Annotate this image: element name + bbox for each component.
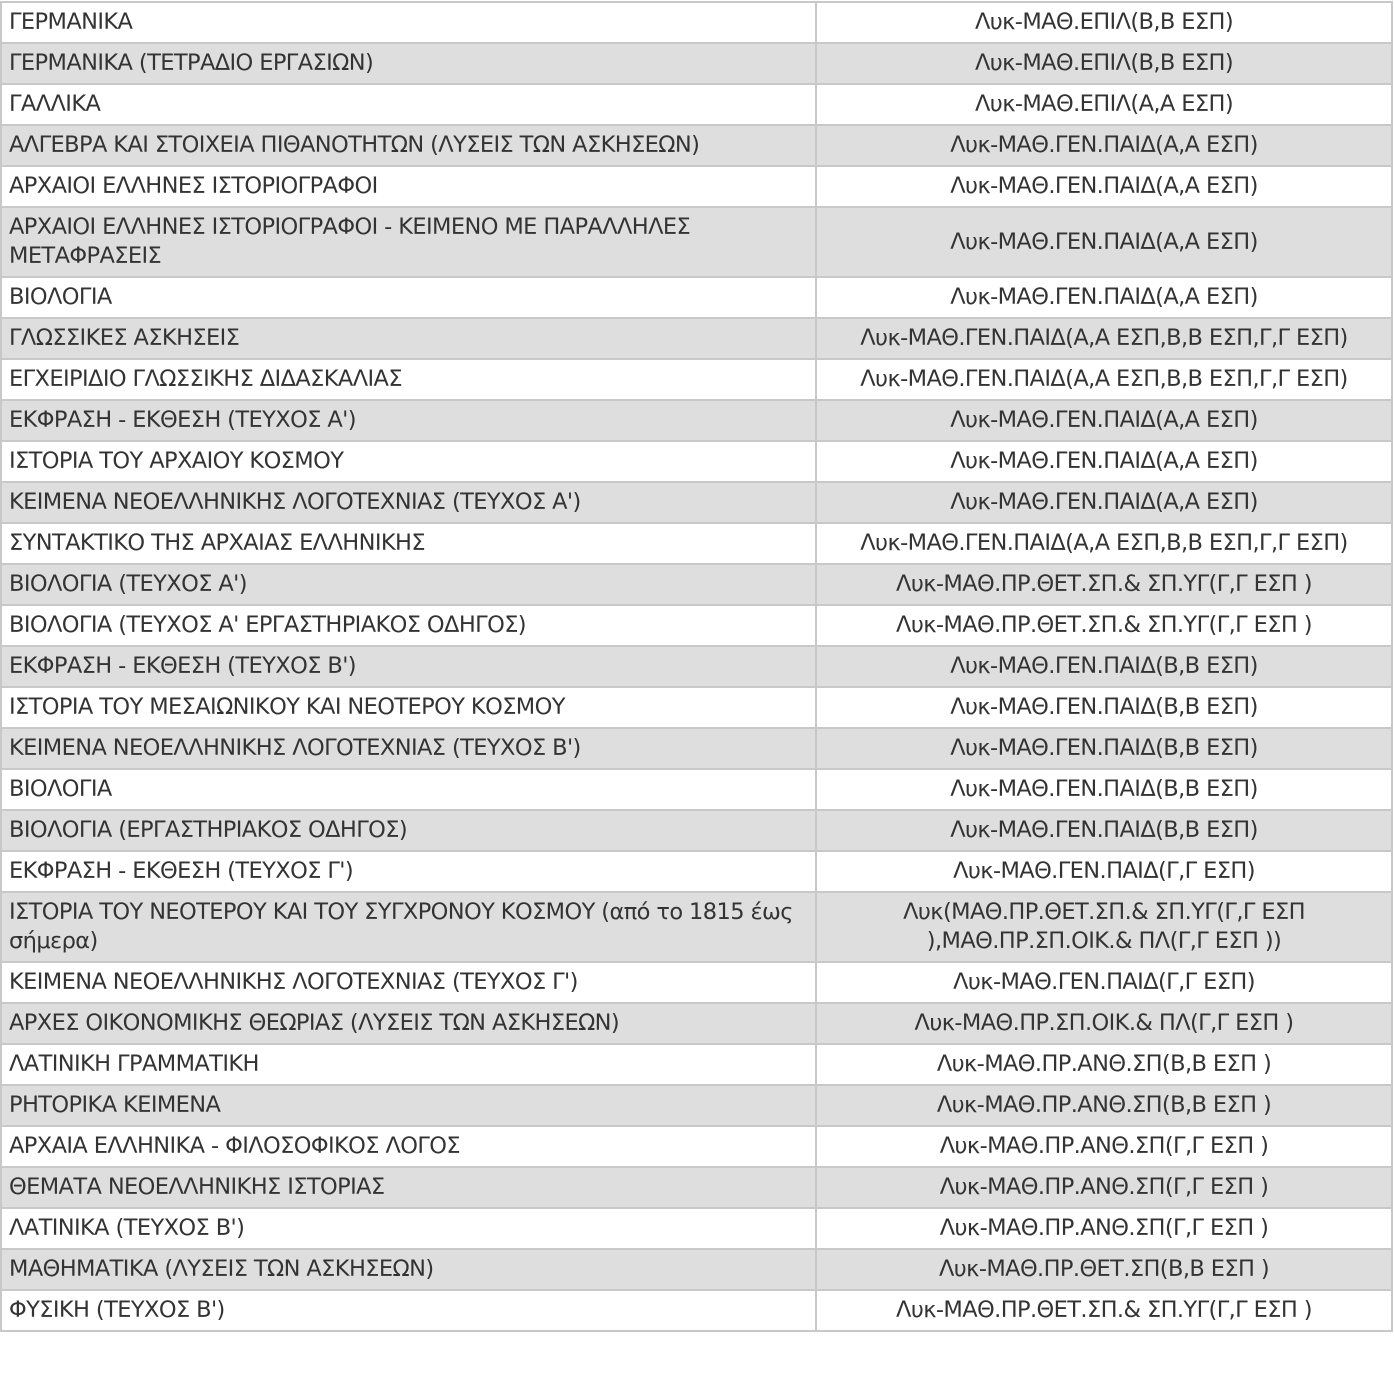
table-row <box>1 1126 1392 1167</box>
book-title-cell: ΛΑΤΙΝΙΚΗ ΓΡΑΜΜΑΤΙΚΗ <box>1 1044 816 1085</box>
book-title-cell: ΙΣΤΟΡΙΑ ΤΟΥ ΜΕΣΑΙΩΝΙΚΟΥ ΚΑΙ ΝΕΟΤΕΡΟΥ ΚΟΣΜΟΥ <box>1 687 816 728</box>
class-code-cell: Λυκ-ΜΑΘ.ΕΠΙΛ(Β,Β ΕΣΠ) <box>816 2 1392 43</box>
class-code-cell: Λυκ-ΜΑΘ.ΕΠΙΛ(Α,Α ΕΣΠ) <box>816 84 1392 125</box>
table-row <box>1 482 1392 523</box>
books-table-body <box>1 2 1392 1331</box>
book-title-cell: ΦΥΣΙΚΗ (ΤΕΥΧΟΣ Β') <box>1 1290 816 1331</box>
book-title-cell: ΙΣΤΟΡΙΑ ΤΟΥ ΑΡΧΑΙΟΥ ΚΟΣΜΟΥ <box>1 441 816 482</box>
table-row <box>1 400 1392 441</box>
class-code-cell: Λυκ-ΜΑΘ.ΓΕΝ.ΠΑΙΔ(Α,Α ΕΣΠ) <box>816 125 1392 166</box>
book-title-cell: ΕΚΦΡΑΣΗ - ΕΚΘΕΣΗ (ΤΕΥΧΟΣ Β') <box>1 646 816 687</box>
table-row <box>1 43 1392 84</box>
class-code-cell: Λυκ-ΜΑΘ.ΓΕΝ.ΠΑΙΔ(Β,Β ΕΣΠ) <box>816 728 1392 769</box>
book-title-cell: ΘΕΜΑΤΑ ΝΕΟΕΛΛΗΝΙΚΗΣ ΙΣΤΟΡΙΑΣ <box>1 1167 816 1208</box>
table-row <box>1 962 1392 1003</box>
class-code-cell: Λυκ-ΜΑΘ.ΠΡ.ΑΝΘ.ΣΠ(Β,Β ΕΣΠ ) <box>816 1085 1392 1126</box>
book-title-cell: ΓΕΡΜΑΝΙΚΑ (ΤΕΤΡΑΔΙΟ ΕΡΓΑΣΙΩΝ) <box>1 43 816 84</box>
table-row <box>1 166 1392 207</box>
class-code-cell: Λυκ-ΜΑΘ.ΠΡ.ΘΕΤ.ΣΠ(Β,Β ΕΣΠ ) <box>816 1249 1392 1290</box>
class-code-cell: Λυκ-ΜΑΘ.ΠΡ.ΘΕΤ.ΣΠ.& ΣΠ.ΥΓ(Γ,Γ ΕΣΠ ) <box>816 564 1392 605</box>
books-table <box>0 1 1393 1332</box>
class-code-cell: Λυκ-ΜΑΘ.ΓΕΝ.ΠΑΙΔ(Α,Α ΕΣΠ,Β,Β ΕΣΠ,Γ,Γ ΕΣΠ) <box>816 359 1392 400</box>
class-code-cell: Λυκ-ΜΑΘ.ΕΠΙΛ(Β,Β ΕΣΠ) <box>816 43 1392 84</box>
book-title-cell: ΑΡΧΑΙΟΙ ΕΛΛΗΝΕΣ ΙΣΤΟΡΙΟΓΡΑΦΟΙ - ΚΕΙΜΕΝΟ ΜΕ ΠΑΡΑΛΛΗΛΕΣ ΜΕΤΑΦΡΑΣΕΙΣ <box>1 207 816 277</box>
class-code-cell: Λυκ-ΜΑΘ.ΓΕΝ.ΠΑΙΔ(Α,Α ΕΣΠ) <box>816 441 1392 482</box>
book-title-cell: ΜΑΘΗΜΑΤΙΚΑ (ΛΥΣΕΙΣ ΤΩΝ ΑΣΚΗΣΕΩΝ) <box>1 1249 816 1290</box>
table-row <box>1 728 1392 769</box>
class-code-cell: Λυκ(ΜΑΘ.ΠΡ.ΘΕΤ.ΣΠ.& ΣΠ.ΥΓ(Γ,Γ ΕΣΠ ),ΜΑΘ.ΠΡ.ΣΠ.ΟΙΚ.& ΠΛ(Γ,Γ ΕΣΠ )) <box>816 892 1392 962</box>
table-row <box>1 769 1392 810</box>
table-row <box>1 1290 1392 1331</box>
table-row <box>1 892 1392 962</box>
book-title-cell: ΑΛΓΕΒΡΑ ΚΑΙ ΣΤΟΙΧΕΙΑ ΠΙΘΑΝΟΤΗΤΩΝ (ΛΥΣΕΙΣ ΤΩΝ ΑΣΚΗΣΕΩΝ) <box>1 125 816 166</box>
class-code-cell: Λυκ-ΜΑΘ.ΓΕΝ.ΠΑΙΔ(Α,Α ΕΣΠ,Β,Β ΕΣΠ,Γ,Γ ΕΣΠ) <box>816 523 1392 564</box>
table-row <box>1 523 1392 564</box>
class-code-cell: Λυκ-ΜΑΘ.ΠΡ.ΘΕΤ.ΣΠ.& ΣΠ.ΥΓ(Γ,Γ ΕΣΠ ) <box>816 1290 1392 1331</box>
book-title-cell: ΓΕΡΜΑΝΙΚΑ <box>1 2 816 43</box>
book-title-cell: ΚΕΙΜΕΝΑ ΝΕΟΕΛΛΗΝΙΚΗΣ ΛΟΓΟΤΕΧΝΙΑΣ (ΤΕΥΧΟΣ Β') <box>1 728 816 769</box>
class-code-cell: Λυκ-ΜΑΘ.ΓΕΝ.ΠΑΙΔ(Α,Α ΕΣΠ) <box>816 400 1392 441</box>
table-row <box>1 2 1392 43</box>
book-title-cell: ΕΚΦΡΑΣΗ - ΕΚΘΕΣΗ (ΤΕΥΧΟΣ Α') <box>1 400 816 441</box>
table-row <box>1 207 1392 277</box>
book-title-cell: ΚΕΙΜΕΝΑ ΝΕΟΕΛΛΗΝΙΚΗΣ ΛΟΓΟΤΕΧΝΙΑΣ (ΤΕΥΧΟΣ Α') <box>1 482 816 523</box>
table-row <box>1 359 1392 400</box>
class-code-cell: Λυκ-ΜΑΘ.ΓΕΝ.ΠΑΙΔ(Β,Β ΕΣΠ) <box>816 769 1392 810</box>
table-row <box>1 277 1392 318</box>
table-row <box>1 441 1392 482</box>
book-title-cell: ΒΙΟΛΟΓΙΑ (ΤΕΥΧΟΣ Α' ΕΡΓΑΣΤΗΡΙΑΚΟΣ ΟΔΗΓΟΣ) <box>1 605 816 646</box>
class-code-cell: Λυκ-ΜΑΘ.ΓΕΝ.ΠΑΙΔ(Α,Α ΕΣΠ,Β,Β ΕΣΠ,Γ,Γ ΕΣΠ) <box>816 318 1392 359</box>
class-code-cell: Λυκ-ΜΑΘ.ΓΕΝ.ΠΑΙΔ(Α,Α ΕΣΠ) <box>816 277 1392 318</box>
class-code-cell: Λυκ-ΜΑΘ.ΓΕΝ.ΠΑΙΔ(Β,Β ΕΣΠ) <box>816 687 1392 728</box>
class-code-cell: Λυκ-ΜΑΘ.ΠΡ.ΑΝΘ.ΣΠ(Γ,Γ ΕΣΠ ) <box>816 1167 1392 1208</box>
class-code-cell: Λυκ-ΜΑΘ.ΠΡ.ΣΠ.ΟΙΚ.& ΠΛ(Γ,Γ ΕΣΠ ) <box>816 1003 1392 1044</box>
table-row <box>1 1085 1392 1126</box>
table-row <box>1 810 1392 851</box>
class-code-cell: Λυκ-ΜΑΘ.ΓΕΝ.ΠΑΙΔ(Β,Β ΕΣΠ) <box>816 810 1392 851</box>
table-row <box>1 564 1392 605</box>
table-row <box>1 1208 1392 1249</box>
class-code-cell: Λυκ-ΜΑΘ.ΓΕΝ.ΠΑΙΔ(Β,Β ΕΣΠ) <box>816 646 1392 687</box>
book-title-cell: ΛΑΤΙΝΙΚΑ (ΤΕΥΧΟΣ Β') <box>1 1208 816 1249</box>
book-title-cell: ΕΓΧΕΙΡΙΔΙΟ ΓΛΩΣΣΙΚΗΣ ΔΙΔΑΣΚΑΛΙΑΣ <box>1 359 816 400</box>
book-title-cell: ΙΣΤΟΡΙΑ ΤΟΥ ΝΕΟΤΕΡΟΥ ΚΑΙ ΤΟΥ ΣΥΓΧΡΟΝΟΥ ΚΟΣΜΟΥ (από το 1815 έως σήμερα) <box>1 892 816 962</box>
book-title-cell: ΑΡΧΑΙΟΙ ΕΛΛΗΝΕΣ ΙΣΤΟΡΙΟΓΡΑΦΟΙ <box>1 166 816 207</box>
class-code-cell: Λυκ-ΜΑΘ.ΓΕΝ.ΠΑΙΔ(Α,Α ΕΣΠ) <box>816 482 1392 523</box>
book-title-cell: ΒΙΟΛΟΓΙΑ <box>1 769 816 810</box>
table-row <box>1 1167 1392 1208</box>
table-row <box>1 605 1392 646</box>
class-code-cell: Λυκ-ΜΑΘ.ΓΕΝ.ΠΑΙΔ(Γ,Γ ΕΣΠ) <box>816 962 1392 1003</box>
class-code-cell: Λυκ-ΜΑΘ.ΓΕΝ.ΠΑΙΔ(Α,Α ΕΣΠ) <box>816 207 1392 277</box>
book-title-cell: ΡΗΤΟΡΙΚΑ ΚΕΙΜΕΝΑ <box>1 1085 816 1126</box>
book-title-cell: ΓΛΩΣΣΙΚΕΣ ΑΣΚΗΣΕΙΣ <box>1 318 816 359</box>
class-code-cell: Λυκ-ΜΑΘ.ΠΡ.ΑΝΘ.ΣΠ(Γ,Γ ΕΣΠ ) <box>816 1208 1392 1249</box>
table-row <box>1 84 1392 125</box>
class-code-cell: Λυκ-ΜΑΘ.ΓΕΝ.ΠΑΙΔ(Α,Α ΕΣΠ) <box>816 166 1392 207</box>
book-title-cell: ΕΚΦΡΑΣΗ - ΕΚΘΕΣΗ (ΤΕΥΧΟΣ Γ') <box>1 851 816 892</box>
table-row <box>1 687 1392 728</box>
book-title-cell: ΒΙΟΛΟΓΙΑ (ΤΕΥΧΟΣ Α') <box>1 564 816 605</box>
book-title-cell: ΣΥΝΤΑΚΤΙΚΟ ΤΗΣ ΑΡΧΑΙΑΣ ΕΛΛΗΝΙΚΗΣ <box>1 523 816 564</box>
class-code-cell: Λυκ-ΜΑΘ.ΠΡ.ΘΕΤ.ΣΠ.& ΣΠ.ΥΓ(Γ,Γ ΕΣΠ ) <box>816 605 1392 646</box>
table-row <box>1 646 1392 687</box>
class-code-cell: Λυκ-ΜΑΘ.ΓΕΝ.ΠΑΙΔ(Γ,Γ ΕΣΠ) <box>816 851 1392 892</box>
table-row <box>1 1044 1392 1085</box>
table-row <box>1 1003 1392 1044</box>
book-title-cell: ΒΙΟΛΟΓΙΑ (ΕΡΓΑΣΤΗΡΙΑΚΟΣ ΟΔΗΓΟΣ) <box>1 810 816 851</box>
book-title-cell: ΚΕΙΜΕΝΑ ΝΕΟΕΛΛΗΝΙΚΗΣ ΛΟΓΟΤΕΧΝΙΑΣ (ΤΕΥΧΟΣ Γ') <box>1 962 816 1003</box>
table-row <box>1 851 1392 892</box>
book-title-cell: ΑΡΧΑΙΑ ΕΛΛΗΝΙΚΑ - ΦΙΛΟΣΟΦΙΚΟΣ ΛΟΓΟΣ <box>1 1126 816 1167</box>
book-title-cell: ΑΡΧΕΣ ΟΙΚΟΝΟΜΙΚΗΣ ΘΕΩΡΙΑΣ (ΛΥΣΕΙΣ ΤΩΝ ΑΣΚΗΣΕΩΝ) <box>1 1003 816 1044</box>
book-title-cell: ΓΑΛΛΙΚΑ <box>1 84 816 125</box>
table-row <box>1 318 1392 359</box>
book-title-cell: ΒΙΟΛΟΓΙΑ <box>1 277 816 318</box>
table-row <box>1 1249 1392 1290</box>
table-row <box>1 125 1392 166</box>
class-code-cell: Λυκ-ΜΑΘ.ΠΡ.ΑΝΘ.ΣΠ(Β,Β ΕΣΠ ) <box>816 1044 1392 1085</box>
class-code-cell: Λυκ-ΜΑΘ.ΠΡ.ΑΝΘ.ΣΠ(Γ,Γ ΕΣΠ ) <box>816 1126 1392 1167</box>
